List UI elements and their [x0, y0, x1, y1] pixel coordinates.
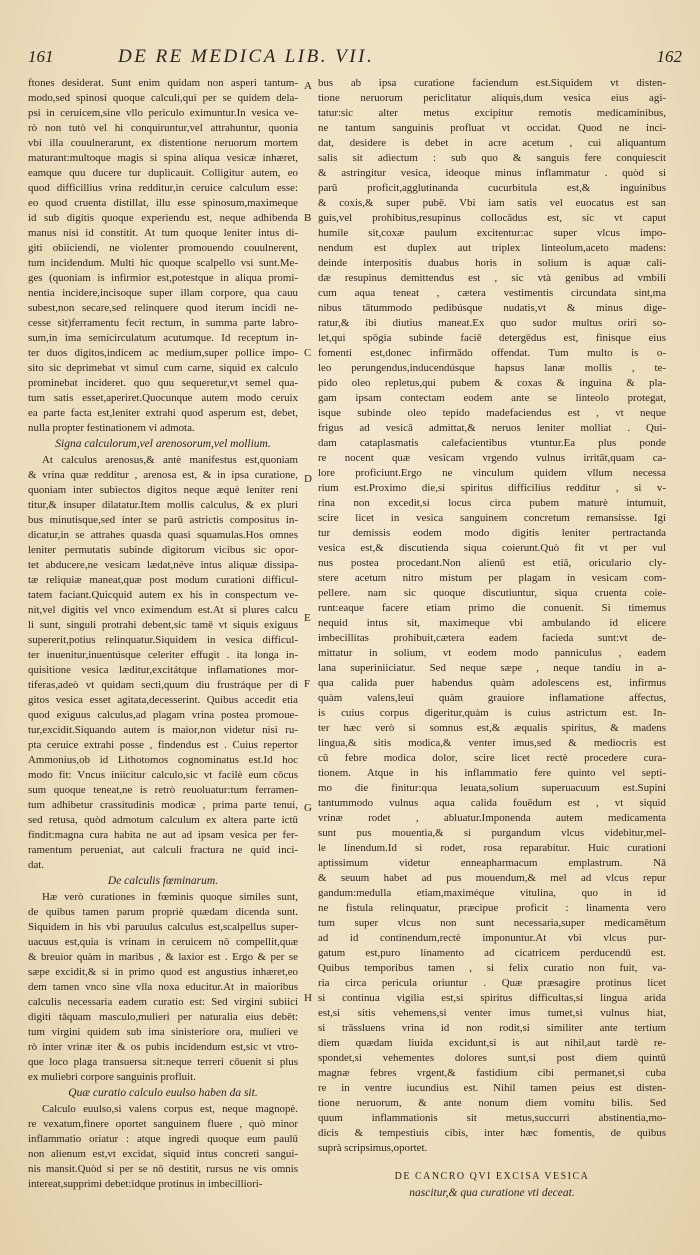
text-line: pido oleo repletus,qui pubem & coxas & inguina & pla-	[318, 377, 666, 389]
text-line: & vrina quæ redditur , arenosa est, & in ipsa curatione,	[28, 469, 298, 481]
text-line: suprà scripsimus,oportet.	[318, 1142, 428, 1154]
text-line: nulla propter festinationem vi admota.	[28, 422, 195, 434]
text-line: is cuius corpus digeritur,quàm is cuius astrictum est. In-	[318, 707, 666, 719]
text-line: bus minutisque,sed inter se parū astrictis compositus in-	[28, 514, 298, 526]
text-line: lingua,& sitis modica,& venter imus,sed & mediocris est	[318, 737, 666, 749]
text-line: re vexatum,finere oportet sanguinem fluere , quò minor	[28, 1118, 298, 1130]
text-line: sunt pus mouentia,& si purgandum vlcus videbitur,mel-	[318, 827, 666, 839]
text-line: pta ceruice extrahi posse , findendus est . Cuius repertor	[28, 739, 298, 751]
text-line: & coxis,& super pubē. Vbi iam satis vel euocatus est san	[318, 197, 666, 209]
text-line: tur demissis eodem modo digitis leniter pertractanda	[318, 527, 666, 539]
text-line: digiti tāquam masculo,mulieri per naturalia eius debēt:	[28, 1011, 298, 1023]
text-line: modo fit: Vncus iniicitur calculo,sic vt facilè eum cōcus	[28, 769, 298, 781]
text-line: vbi illa couulnerarunt, ex distentione neruorum mortem	[28, 137, 298, 149]
text-line: dat.	[28, 859, 45, 871]
text-line: diem quædam liuida excidunt,si is aut nihil,aut tardè re-	[318, 1037, 666, 1049]
text-line: ne fistula relinquatur, præcipue proficit : linamenta vero	[318, 902, 666, 914]
section-heading: nascitur,& qua curatione vti deceat.	[409, 1187, 575, 1199]
text-line: ter hæc verò si somnus est,& æqualis spiritus, & madens	[318, 722, 666, 734]
text-line: ea parte facta est,leniter extrahi quod asperum est, debet,	[28, 407, 298, 419]
text-line: rina non excedit,si locus circa pubem maturè intumuit,	[318, 497, 666, 509]
text-line: deinde interpositis duabus horis in solium is aquæ cali-	[318, 257, 666, 269]
text-line: ex muliebri corpore sanguinis profluit.	[28, 1071, 196, 1083]
text-line: humile sit,coxæ paulum excitentur:ac super vlcus impo-	[318, 227, 666, 239]
text-line: ad id continendum,rectè imponuntur.At vbi vlcus pur-	[318, 932, 666, 944]
text-line: dat, desidere is debet in acre acetum , cui aliquantum	[318, 137, 666, 149]
section-heading: Quæ curatio calculo euulso haben da sit.	[68, 1087, 258, 1099]
text-line: ramentum perueniat, aut calculi fractura ne quid inci-	[28, 844, 298, 856]
text-line: intereat,supprimi debet:idque protinus in imbecilliori-	[28, 1178, 263, 1190]
page-header	[28, 46, 682, 74]
text-line: re nocent quæ vesicam vrgendo vulnus irritāt,quam ca-	[318, 452, 666, 464]
text-line: rium est.Proximo die,si spiritus difficilius redditur , si v-	[318, 482, 666, 494]
text-line: non alienum est,vt excidat, siquid intus concreti sangui-	[28, 1148, 298, 1160]
text-line: leniter permutatis subinde digitorum vicibus sic opor-	[28, 544, 298, 556]
folio-number-left: 161	[28, 47, 54, 66]
text-line: bus ab ipsa curatione faciendum est.Siquidem vt disten-	[318, 77, 666, 89]
text-line: psi in ceruicem,sine vllo periculo eximuntur.In vesica ve-	[28, 107, 298, 119]
margin-letter: G	[304, 802, 312, 814]
text-line: ter duos digitos,indicem ac medium,super pollice impo-	[28, 347, 298, 359]
text-line: tæ reliquiæ maneat,quæ post modum curationi difficul-	[28, 574, 298, 586]
text-line: tiferas,adeò vt quidam secti,quum diu frustráque per di	[28, 679, 298, 691]
folio-number-right: 162	[656, 47, 682, 66]
text-line: tum satis esset,aperiret.Quocunque autem modo ceruix	[28, 392, 298, 404]
section-heading: Signa calculorum,vel arenosorum,vel mollium.	[55, 438, 271, 450]
text-line: nequid intus sit, maximeque vbi ambulando id elicere	[318, 617, 666, 629]
text-line: At calculus arenosus,& antè manifestus est,quoniam	[42, 454, 298, 466]
margin-letter: C	[304, 347, 312, 359]
text-line: dicatur,in se attrahes quasda quasi squamulas.Hos omnes	[28, 529, 298, 541]
text-line: spondet,si vehementes dolores sunt,si post diem quintū	[318, 1052, 666, 1064]
text-line: guis,vel prohibitus,resupinus collocādus est, sic vt caput	[318, 212, 666, 224]
text-line: nentia incidere,incisoque super illam corpore, qua cauu	[28, 287, 298, 299]
text-line: tum super vlcus non sunt necessaria,super medicamētum	[318, 917, 666, 929]
text-line: leo perungendus,inducendúsque hapsus lanæ mollis , te-	[318, 362, 666, 374]
text-line: ftones desiderat. Sunt enim quidam non asperi tantum-	[28, 77, 298, 89]
text-line: titur,& insuper dilatatur.Item mollis calculus, & ex pluri	[28, 499, 298, 511]
text-line: de quibus tamen parum propriè quædam dicenda sunt.	[28, 906, 298, 918]
text-line: Ammonius,ob id Lithotomos cognominatus est.Id hoc	[28, 754, 298, 766]
text-line: calculis necessaria eadem curatio est: Sed virgini subiici	[28, 996, 298, 1008]
text-line: aptissimum videtur enneapharmacum emplastrum. Nā	[318, 857, 666, 869]
text-line: eo quod cruenta distillat, illu esse spinosum,maximeque	[28, 197, 298, 209]
text-line: tatem faciant.Quicquid autem ex his in conspectum ve-	[28, 589, 298, 601]
text-line: modo,sed spinosi quoque calculi,qui per se quidem dela-	[28, 92, 298, 104]
text-line: quàm valens,leui quàm grauiore inflamatione affectus,	[318, 692, 666, 704]
text-line: tionem. Atque in his inflammatio fere quinto vel septi-	[318, 767, 666, 779]
text-line: giti obiiciendi, ne violenter promouendo couulnerent,	[28, 242, 298, 254]
text-line: eamque quu ducere tur duplicauit. Colligitur autem, eo	[28, 167, 298, 179]
text-line: frigus ad vesicā admittat,& neruos leniter molliat . Qui-	[318, 422, 666, 434]
text-line: scire licet in vesica sanguinem concretum remansisse. Igi	[318, 512, 666, 524]
text-line: tione neruorum, & ante nonum diem vomitu bilis. Sed	[318, 1097, 666, 1109]
text-line: tatur:sic alter metus excipitur remotis medicaminibus,	[318, 107, 666, 119]
text-line: Siquidem in his vbi paruulus calculus est,scalpellus super-	[28, 921, 298, 933]
text-line: Calculo euulso,si valens corpus est, neque magnopè.	[42, 1103, 298, 1115]
margin-letter: A	[304, 80, 312, 92]
text-line: imbecillitas prohibuit,cætera eadem facieda sunt:vt de-	[318, 632, 666, 644]
text-line: nis mansit.Quòd si per se nō destitit, rursus ne vis omnis	[28, 1163, 298, 1175]
text-line: pellere. nam sic quoque discutiuntur, siqua cruenta coie-	[318, 587, 666, 599]
text-line: cū febre modica dolor, scire licet rectè procedere cura-	[318, 752, 666, 764]
text-line: Quibus temporibus tamen , si felix curatio non fuit, va-	[318, 962, 666, 974]
running-title: DE RE MEDICA LIB. VII.	[118, 46, 375, 67]
text-line: lana superiniiciatur. Sed neque sæpe , neque tandiu in a-	[318, 662, 666, 674]
text-line: sum,in ima semicirculatum acutumque. Id receptum in-	[28, 332, 298, 344]
text-line: quoniam inter subiectos digitos neque æquè leniter reni	[28, 484, 298, 496]
text-line: nibus tātummodo pedibúsque nudatis,vt & minus dige-	[318, 302, 666, 314]
text-line: quod exiguus calculus,ad plagam vrina postea promoue-	[28, 709, 298, 721]
text-line: tantummodo vulnus aqua calida fouēdum est , vt siquid	[318, 797, 666, 809]
text-line: vrinæ rodet , abluatur.Imponenda autem medicamenta	[318, 812, 666, 824]
margin-letter: D	[304, 473, 312, 485]
text-line: qua calida puer habendus quàm adolescens est, infirmus	[318, 677, 666, 689]
margin-letter: B	[304, 212, 312, 224]
text-line: findit:magna cura habita ne aut ad ipsam vesica per fer-	[28, 829, 298, 841]
text-line: sed retusa, quòd admotum calculum ex altera parte ictū	[28, 814, 298, 826]
margin-letter: E	[304, 612, 311, 624]
text-line: runt:eaque facere etiam primo die conuenit. Si timemus	[318, 602, 666, 614]
text-line: nendum est duplex aut triplex linteolum,aceto madens:	[318, 242, 666, 254]
text-line: ges (quoniam is infirmior est,potestque in aliqua promi-	[28, 272, 298, 284]
text-line: let,qui spōgia subinde faciē detergēdus est, finisque eius	[318, 332, 666, 344]
text-line: si continua vigilia est,si spiritus difficultas,si lingua arida	[318, 992, 666, 1004]
text-line: mo die finitur:qua leuata,solium superuacuum est.Supini	[318, 782, 666, 794]
text-line: rò non tutò vel hi conquiruntur,vel attrahuntur, quonia	[28, 122, 298, 134]
text-line: dicis & tempestiuis cibis, inter hæc fomentis, de quibus	[318, 1127, 666, 1139]
text-line: que loco plaga transuersa sit:neque terreri cōuenit si plus	[28, 1056, 298, 1068]
text-line: inflammatio oriatur : atque ingredi quoque eum paulū	[28, 1133, 298, 1145]
text-line: & astringitur vesica, ideoque minus inflammatur . quòd si	[318, 167, 666, 179]
text-line: ratur,& ibi diutius maneat.Ex quo sudor multus oriri so-	[318, 317, 666, 329]
text-line: dem tamen vnco sine vlla noxa educitur.At in maioribus	[28, 981, 298, 993]
margin-letters	[300, 0, 318, 1004]
text-line: magnæ febres vrgent,& fastidium cibi permanet,si cuba	[318, 1067, 666, 1079]
text-line: li sunt, singuli protrahi debent,sic tamē vt siquis exiguus	[28, 619, 298, 631]
text-line: maturant:multoque magis si spina aliqua vesicæ inhæret,	[28, 152, 298, 164]
text-line: ter inuenitur,inuentúsque celeriter effugit . ita longa in-	[28, 649, 298, 661]
text-line: rò inter vrinæ iter & os pubis incidendum est,sic vt vtro-	[28, 1041, 298, 1053]
text-line: tum virgini quidem sub ima sinisteriore ora, mulieri ve	[28, 1026, 298, 1038]
margin-letter: H	[304, 992, 312, 1004]
text-line: & breuior quàm in maribus , & laxior est . Ergo & per se	[28, 951, 298, 963]
text-line: ne tantum sanguinis profluat vt occidat. Quod ne inci-	[318, 122, 666, 134]
text-line: le linendum.Id si rodet, rosa reparabitur. Huic curationi	[318, 842, 666, 854]
text-line: ria circa pericula oriuntur . Quæ præsagire protinus licet	[318, 977, 666, 989]
text-line: gatum est,puro linamento ad cicatricem perducendū est.	[318, 947, 666, 959]
text-line: isque subinde oleo tepido madefaciendus est , vt neque	[318, 407, 666, 419]
text-line: nus postea procedant.Non alienū est etiā, oriculario cly-	[318, 557, 666, 569]
text-line: & seuum habet ad pus mouendum,& mel ad vlcus repur	[318, 872, 666, 884]
text-line: quod difficillius vrina redditur,in ceruice calculum esse:	[28, 182, 298, 194]
text-line: uacuus est,quia is vrinam in ceruicem nō compellit,quæ	[28, 936, 298, 948]
right-column	[318, 76, 666, 1202]
text-line: quisitione vesica læditur,excitátque inflamationes mor-	[28, 664, 298, 676]
text-line: quum inflammationis sit metus,succurri abstinentia,mo-	[318, 1112, 666, 1124]
text-line: est,si sitis vehemens,si venter imus tumet,si vulnus hiat,	[318, 1007, 666, 1019]
text-line: Hæ verò curationes in fœminis quoque similes sunt,	[42, 891, 298, 903]
text-line: manus nisi id constitit. At tum quoque leniter intus di-	[28, 227, 298, 239]
text-line: re in ventre iucundius est. Nihil tamen peius est disten-	[318, 1082, 666, 1094]
text-line: supererit,potius relinquatur.Siquidem in vesica difficul-	[28, 634, 298, 646]
text-line: nit,vel digitis vel vnco eximendum est.At si plures calcu	[28, 604, 298, 616]
text-line: cesse sit)ferramentu fecit rectum, in summa parte labro-	[28, 317, 298, 329]
section-heading: DE CANCRO QVI EXCISA VESICA	[394, 1171, 590, 1182]
text-line: sæpe excidit,& si in primo quod est angustius inhæret,eo	[28, 966, 298, 978]
left-column	[28, 76, 298, 1192]
text-line: dæ resupinus demittendus est , sic vtà genibus ad vmbili	[318, 272, 666, 284]
text-line: parū proficit,agglutinanda cucurbitula est,& inguinibus	[318, 182, 666, 194]
text-line: gandum:medulla etiam,maximéque vitulina, quo in id	[318, 887, 666, 899]
text-line: salis sit adiectum : sub quo & sanguis fere conquiescit	[318, 152, 666, 164]
text-line: si trāssluens vrina id non rodit,si similiter ante tertium	[318, 1022, 666, 1034]
text-line: fomenti est,donec infirmādo offendat. Tum multo is o-	[318, 347, 666, 359]
text-line: dam cataplasmatis calefacientibus vtuntur.Ea plus ponde	[318, 437, 666, 449]
text-line: sito sic deprimebat vt simul cum carne, siquid ex calculo	[28, 362, 298, 374]
text-line: stere acetum nitro mistum per plagam in vesicam com-	[318, 572, 666, 584]
text-line: sum quoque teneat,ne is retrò reuoluatur:tum ferramen-	[28, 784, 298, 796]
text-line: mittatur in solium, vt eodem modo panniculus , eadem	[318, 647, 666, 659]
text-line: prominebat incideret. quo quu sequeretur,vt semel qua-	[28, 377, 298, 389]
text-line: vesica est,& discutienda siqua coierunt.Quò fit vt per vul	[318, 542, 666, 554]
text-line: gam ipsam contectam eodem ante se linteolo protegat,	[318, 392, 666, 404]
text-line: tum adhibetur crassitudinis modicæ , prima parte tenui,	[28, 799, 298, 811]
text-line: cum aqua teneat , cætera vestimentis circundata sint,ma	[318, 287, 666, 299]
text-line: gitos vesica esset agitata,decesserint. Quibus accedit etia	[28, 694, 298, 706]
margin-letter: F	[304, 678, 311, 690]
text-line: tum incidendum. Multi hic quoque scalpello vsi sunt.Me-	[28, 257, 298, 269]
text-line: tur,excidit.Siquando autem is maior,non videtur nisi ru-	[28, 724, 298, 736]
text-line: tet abducere,ne vesicam lædat,néve intus aliquæ dissipa-	[28, 559, 298, 571]
text-line: subest,non secare,sed relinquere quod iterum incidi ne-	[28, 302, 298, 314]
text-line: lore proficiunt.Ergo ne vinculum quidem vllum necessa	[318, 467, 666, 479]
text-line: tione neruorum periclitatur aliquis,dum vesica eius agi-	[318, 92, 666, 104]
section-heading: De calculis fœminarum.	[107, 875, 219, 887]
text-line: id sub digitis quoque experiendu est, neque adhibenda	[28, 212, 298, 224]
